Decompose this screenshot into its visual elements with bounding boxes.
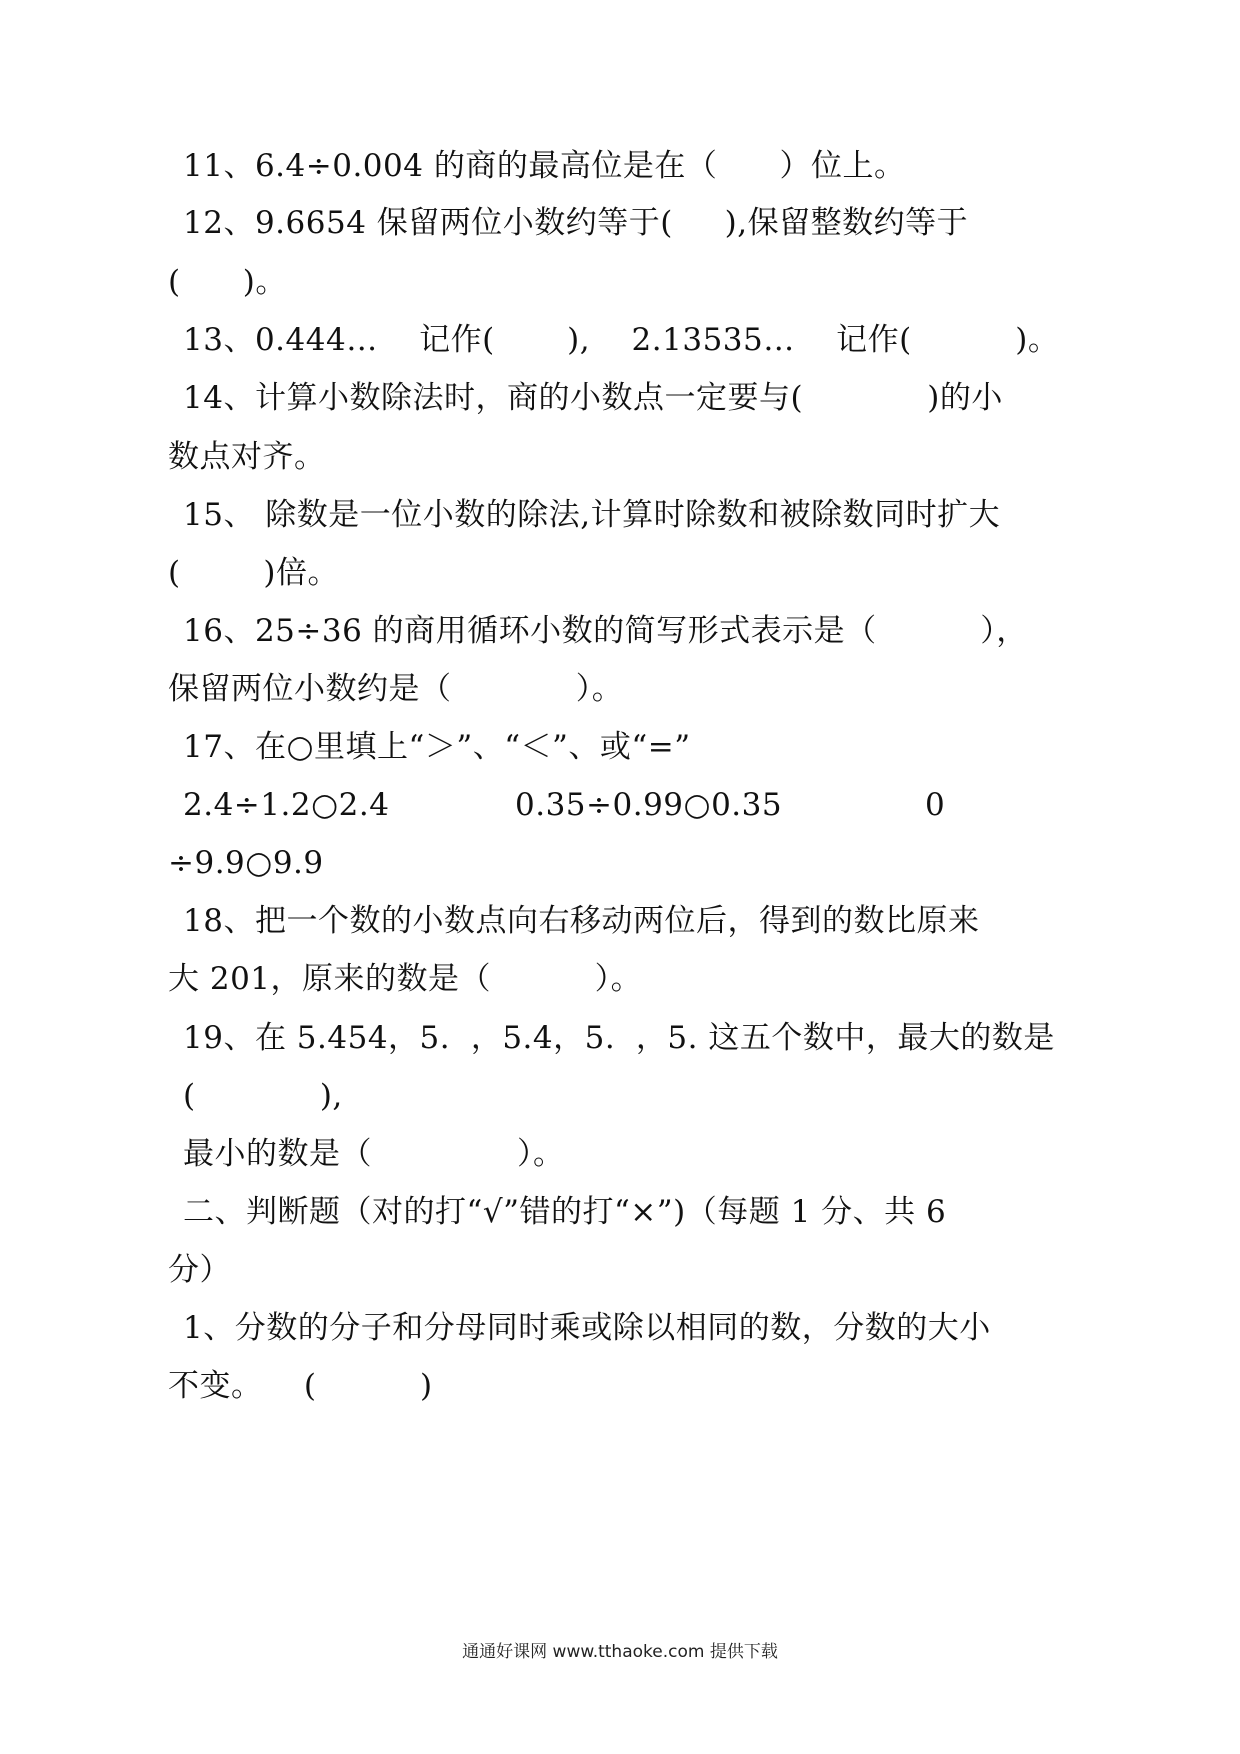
question-17-expr-c-end: ÷9.9○9.9: [168, 845, 324, 881]
question-17-expr-a: 2.4÷1.2○2.4: [183, 787, 390, 823]
question-14-line-1: 14、计算小数除法时，商的小数点一定要与( )的小: [183, 380, 1003, 416]
question-12-line-2: ( )。: [168, 264, 287, 300]
question-12-line-1: 12、9.6654 保留两位小数约等于( ),保留整数约等于: [183, 205, 969, 241]
question-18-line-2: 大 201，原来的数是（ ）。: [168, 961, 643, 997]
question-19-line-2: ( ),: [183, 1078, 343, 1114]
question-13-line: 13、0.444… 记作( ), 2.13535… 记作( )。: [183, 322, 1060, 358]
judgement-1-line-2: 不变。 ( ): [168, 1368, 433, 1404]
question-15-line-1: 15、 除数是一位小数的除法,计算时除数和被除数同时扩大: [183, 497, 1001, 533]
question-11-line: 11、6.4÷0.004 的商的最高位是在（ ）位上。: [183, 148, 906, 184]
question-15-line-2: ( )倍。: [168, 555, 340, 591]
page-footer: 通通好课网 www.tthaoke.com 提供下载: [462, 1642, 778, 1662]
section-2-heading-line-1: 二、判断题（对的打“√”错的打“×”)（每题 1 分、共 6: [183, 1194, 947, 1230]
question-19-line-1: 19、在 5.454，5. ，5.4，5. ，5. 这五个数中，最大的数是: [183, 1020, 1055, 1056]
question-17-expr-b: 0.35÷0.99○0.35: [515, 787, 783, 823]
question-14-line-2: 数点对齐。: [168, 439, 326, 475]
question-18-line-1: 18、把一个数的小数点向右移动两位后，得到的数比原来: [183, 903, 980, 939]
question-16-line-2: 保留两位小数约是（ ）。: [168, 671, 624, 707]
judgement-1-line-1: 1、分数的分子和分母同时乘或除以相同的数，分数的大小: [183, 1310, 991, 1346]
question-16-line-1: 16、25÷36 的商用循环小数的简写形式表示是（ ），: [183, 613, 1028, 649]
section-2-heading-line-2: 分）: [168, 1252, 231, 1288]
question-17-line: 17、在○里填上“＞”、“＜”、或“=”: [183, 729, 691, 765]
question-19-line-3: 最小的数是（ ）。: [183, 1136, 565, 1172]
question-17-expr-c-start: 0: [925, 787, 946, 823]
